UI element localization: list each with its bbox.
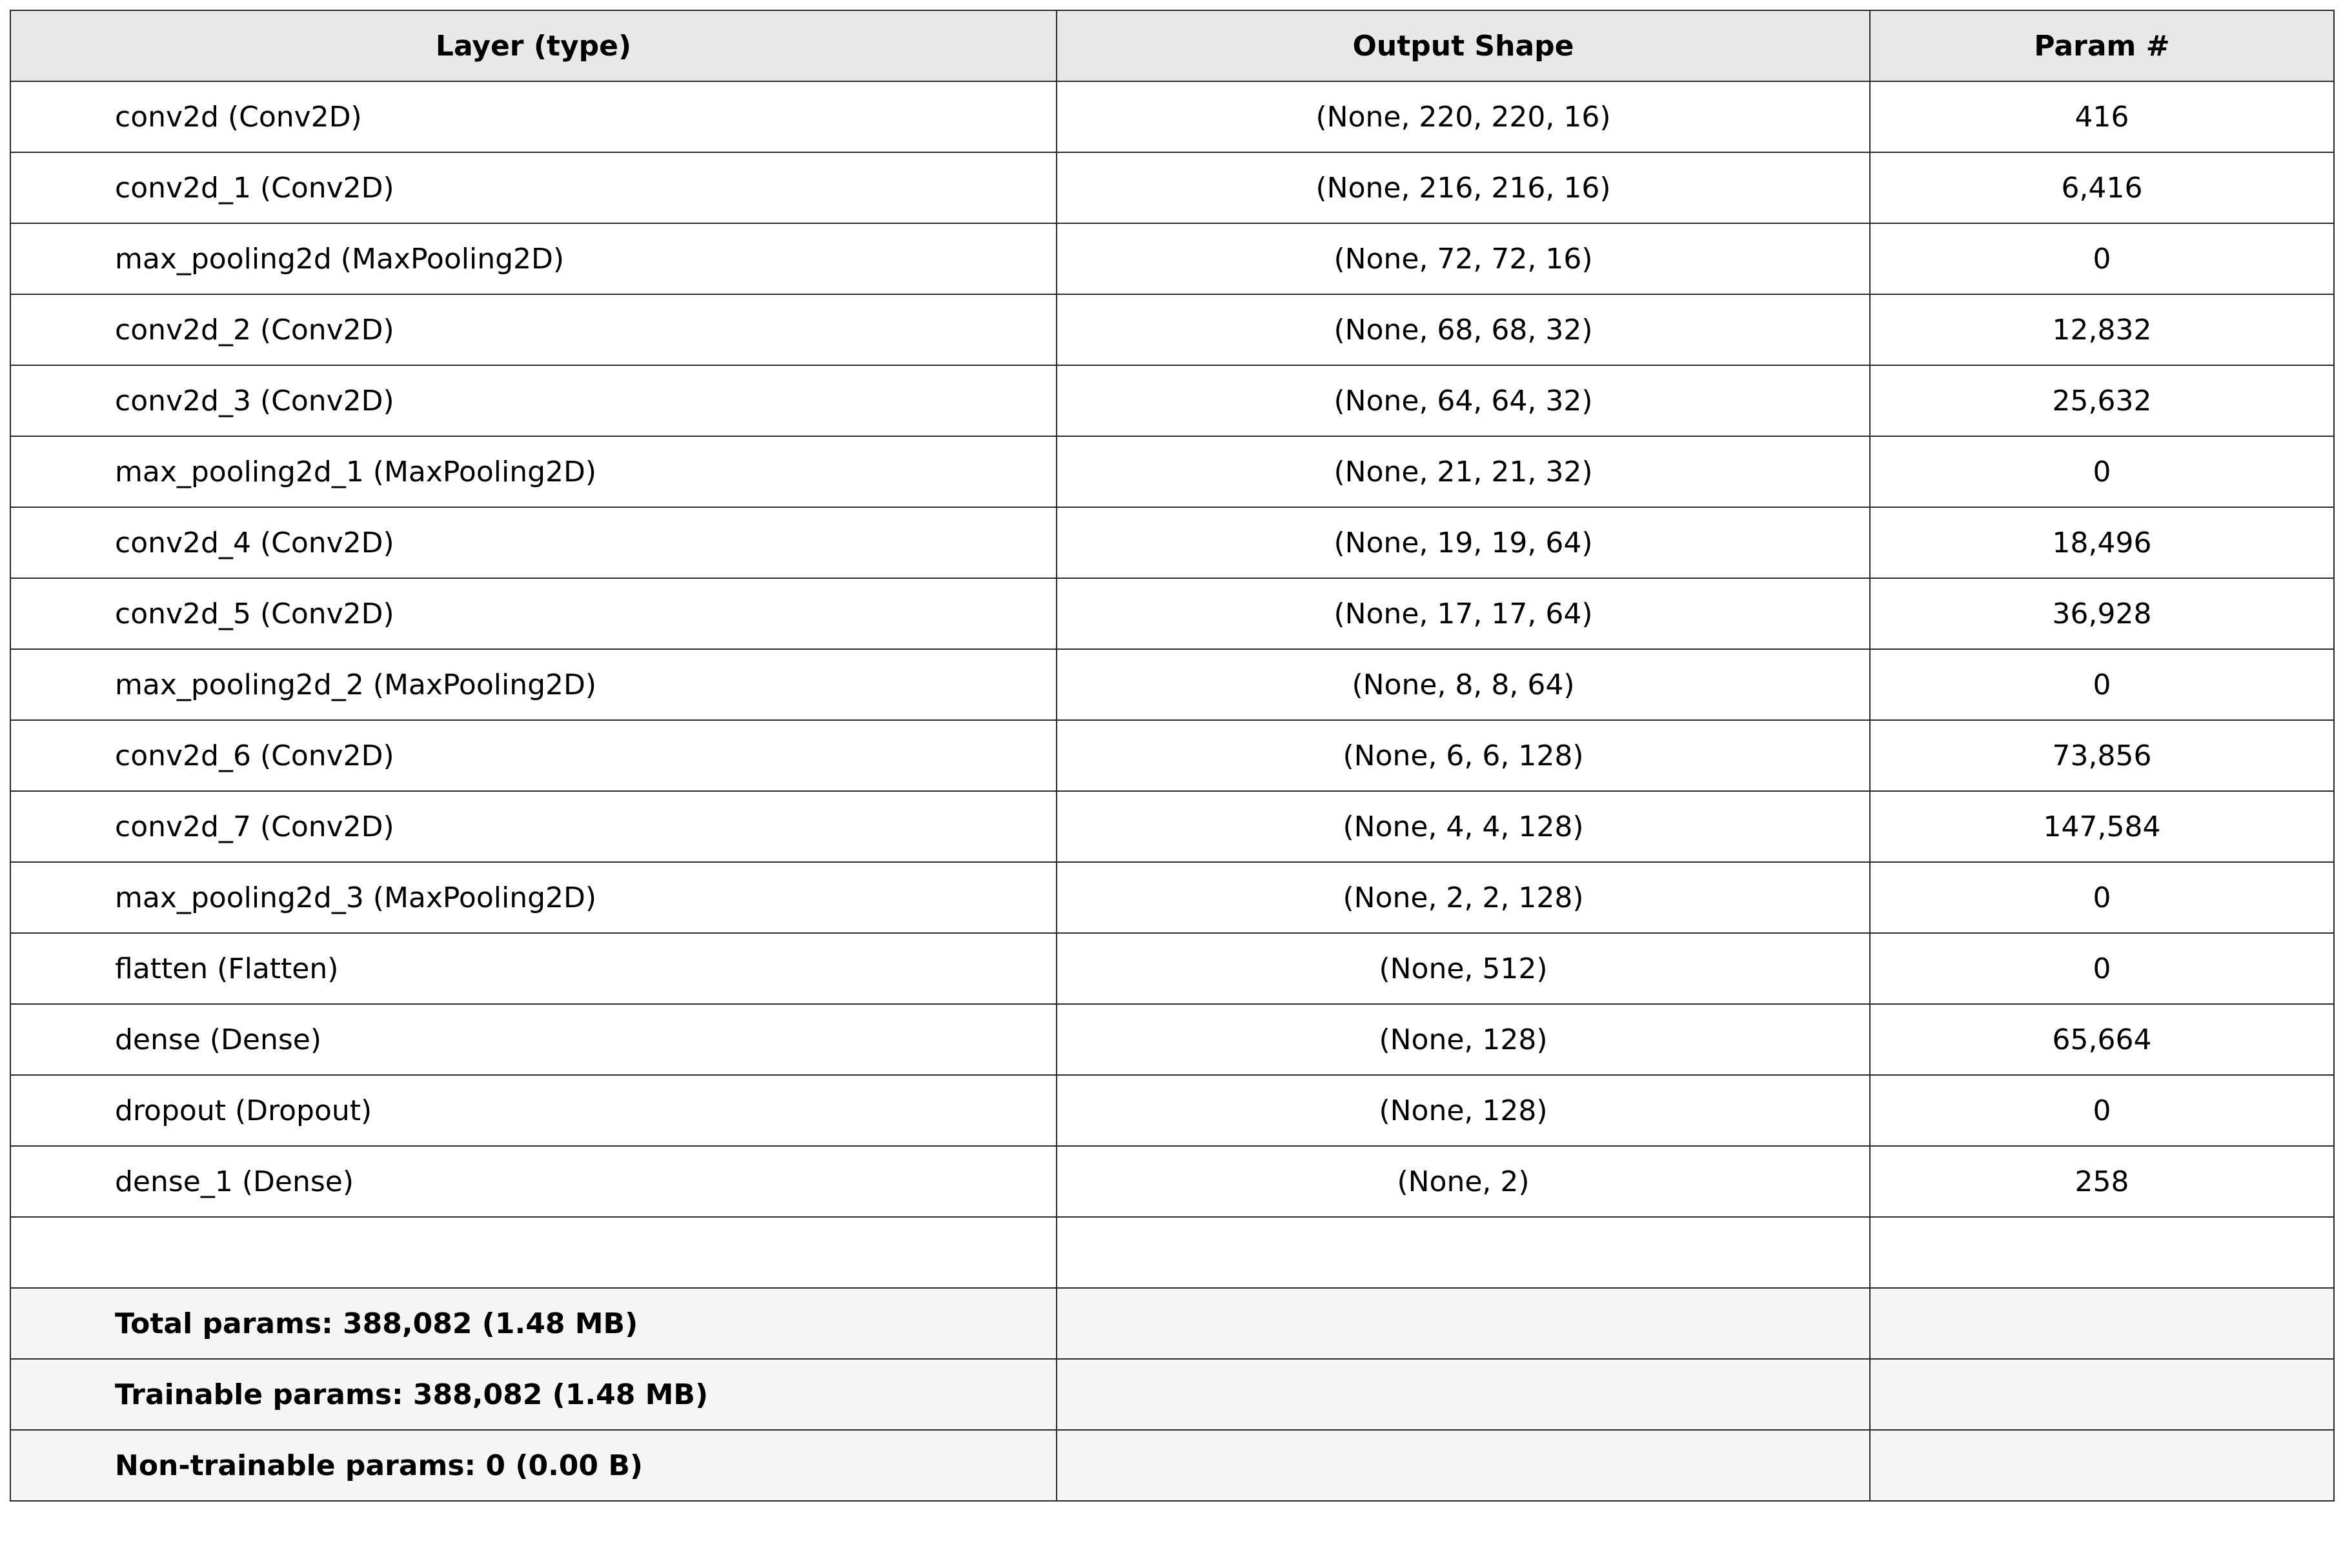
empty-cell	[1057, 1288, 1870, 1359]
param-count-cell: 36,928	[1870, 578, 2334, 649]
total-params-label: Total params: 388,082 (1.48 MB)	[10, 1288, 1057, 1359]
table-row	[10, 862, 2334, 933]
param-count-cell: 258	[1870, 1146, 2334, 1217]
empty-cell	[1870, 1430, 2334, 1501]
param-count-cell: 0	[1870, 933, 2334, 1004]
table-row	[10, 649, 2334, 720]
param-count-cell: 0	[1870, 1075, 2334, 1146]
layer-cell: conv2d_1 (Conv2D)	[10, 152, 1057, 223]
output-shape-cell: (None, 4, 4, 128)	[1057, 791, 1870, 862]
empty-cell	[1057, 1430, 1870, 1501]
table-row	[10, 791, 2334, 862]
layer-cell: flatten (Flatten)	[10, 933, 1057, 1004]
output-shape-cell: (None, 2, 2, 128)	[1057, 862, 1870, 933]
param-count-cell: 12,832	[1870, 294, 2334, 365]
empty-cell	[1870, 1288, 2334, 1359]
layer-cell: max_pooling2d (MaxPooling2D)	[10, 223, 1057, 294]
layer-cell: conv2d_3 (Conv2D)	[10, 365, 1057, 436]
layer-cell: dropout (Dropout)	[10, 1075, 1057, 1146]
table-row	[10, 1075, 2334, 1146]
trainable-params-label: Trainable params: 388,082 (1.48 MB)	[10, 1359, 1057, 1430]
layer-cell: conv2d_2 (Conv2D)	[10, 294, 1057, 365]
table-row	[10, 436, 2334, 507]
layer-cell: dense (Dense)	[10, 1004, 1057, 1075]
param-count-cell: 0	[1870, 436, 2334, 507]
output-shape-cell: (None, 128)	[1057, 1075, 1870, 1146]
output-shape-cell: (None, 512)	[1057, 933, 1870, 1004]
table-row	[10, 294, 2334, 365]
param-count-cell: 0	[1870, 223, 2334, 294]
header-output-shape: Output Shape	[1057, 10, 1870, 81]
header-row	[10, 10, 2334, 81]
output-shape-cell: (None, 220, 220, 16)	[1057, 81, 1870, 152]
header-layer-type: Layer (type)	[10, 10, 1057, 81]
output-shape-cell: (None, 2)	[1057, 1146, 1870, 1217]
table-row	[10, 933, 2334, 1004]
output-shape-cell: (None, 64, 64, 32)	[1057, 365, 1870, 436]
param-count-cell: 65,664	[1870, 1004, 2334, 1075]
total-params-row	[10, 1288, 2334, 1359]
param-count-cell: 416	[1870, 81, 2334, 152]
trainable-params-row	[10, 1359, 2334, 1430]
empty-cell	[10, 1217, 1057, 1288]
non-trainable-params-label: Non-trainable params: 0 (0.00 B)	[10, 1430, 1057, 1501]
layer-cell: conv2d_5 (Conv2D)	[10, 578, 1057, 649]
layer-cell: conv2d (Conv2D)	[10, 81, 1057, 152]
param-count-cell: 6,416	[1870, 152, 2334, 223]
param-count-cell: 147,584	[1870, 791, 2334, 862]
empty-cell	[1870, 1359, 2334, 1430]
layer-cell: max_pooling2d_1 (MaxPooling2D)	[10, 436, 1057, 507]
param-count-cell: 0	[1870, 649, 2334, 720]
layer-cell: max_pooling2d_3 (MaxPooling2D)	[10, 862, 1057, 933]
output-shape-cell: (None, 19, 19, 64)	[1057, 507, 1870, 578]
empty-cell	[1870, 1217, 2334, 1288]
table-row	[10, 81, 2334, 152]
layer-cell: conv2d_7 (Conv2D)	[10, 791, 1057, 862]
spacer-row	[10, 1217, 2334, 1288]
layer-cell: dense_1 (Dense)	[10, 1146, 1057, 1217]
output-shape-cell: (None, 68, 68, 32)	[1057, 294, 1870, 365]
layer-cell: max_pooling2d_2 (MaxPooling2D)	[10, 649, 1057, 720]
table-row	[10, 1004, 2334, 1075]
output-shape-cell: (None, 6, 6, 128)	[1057, 720, 1870, 791]
param-count-cell: 25,632	[1870, 365, 2334, 436]
output-shape-cell: (None, 216, 216, 16)	[1057, 152, 1870, 223]
output-shape-cell: (None, 128)	[1057, 1004, 1870, 1075]
table-row	[10, 223, 2334, 294]
output-shape-cell: (None, 17, 17, 64)	[1057, 578, 1870, 649]
table-row	[10, 578, 2334, 649]
table-row	[10, 152, 2334, 223]
output-shape-cell: (None, 21, 21, 32)	[1057, 436, 1870, 507]
param-count-cell: 73,856	[1870, 720, 2334, 791]
table-row	[10, 720, 2334, 791]
model-summary-table	[10, 10, 2335, 1502]
param-count-cell: 0	[1870, 862, 2334, 933]
header-param-count: Param #	[1870, 10, 2334, 81]
table-row	[10, 1146, 2334, 1217]
empty-cell	[1057, 1217, 1870, 1288]
non-trainable-params-row	[10, 1430, 2334, 1501]
table-row	[10, 365, 2334, 436]
output-shape-cell: (None, 8, 8, 64)	[1057, 649, 1870, 720]
layer-cell: conv2d_4 (Conv2D)	[10, 507, 1057, 578]
layer-cell: conv2d_6 (Conv2D)	[10, 720, 1057, 791]
empty-cell	[1057, 1359, 1870, 1430]
output-shape-cell: (None, 72, 72, 16)	[1057, 223, 1870, 294]
table-row	[10, 507, 2334, 578]
param-count-cell: 18,496	[1870, 507, 2334, 578]
